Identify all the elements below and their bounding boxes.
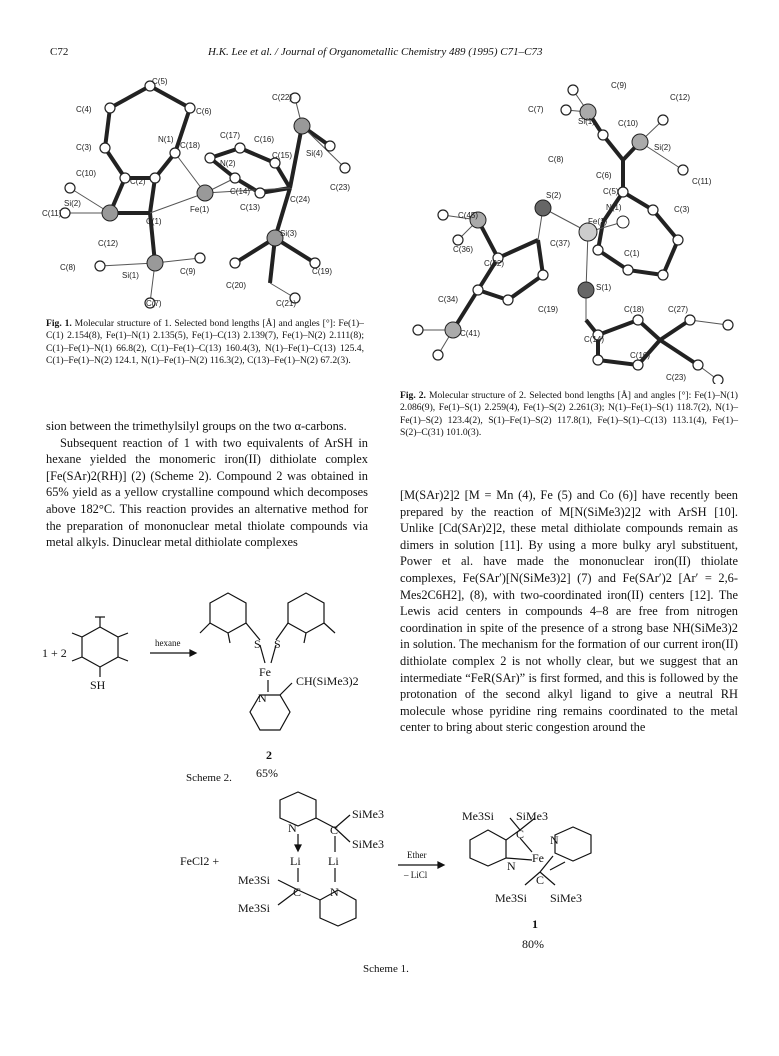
atom-label: C(1) [624, 249, 640, 258]
nitrogen-label: N [258, 691, 267, 705]
atom-label: C(13) [240, 203, 261, 212]
nitrogen-label: N [330, 885, 339, 899]
atom-label: C(36) [453, 245, 474, 254]
atom-label: C(22) [272, 93, 293, 102]
atom-label: C(18) [624, 305, 645, 314]
arrow-condition: hexane [155, 638, 181, 648]
atom-label: Si(2) [64, 199, 81, 208]
me3si-label: Me3Si [238, 873, 271, 887]
iron-label: Fe [259, 665, 271, 679]
nitrogen-label: N [550, 833, 559, 847]
atom-label: C(12) [98, 239, 119, 248]
atom-label: S(1) [596, 283, 612, 292]
atom-label: C(41) [460, 329, 481, 338]
atom-label: C(1) [146, 217, 162, 226]
me3si-label: Me3Si [462, 809, 495, 823]
atom-label: C(3) [674, 205, 690, 214]
figure-1-caption [46, 318, 364, 368]
carbon-label: C [536, 873, 545, 887]
atom-label: C(11) [42, 209, 62, 218]
carbon-label: C [516, 827, 525, 841]
atom-label: C(14) [584, 335, 605, 344]
sime3-label: SiMe3 [550, 891, 583, 905]
right-column-text [400, 487, 738, 736]
figure-2-caption-text: Molecular structure of 2. Selected bond lengths [Å] and angles [°]: Fe(1)–N(1) 2.086(9), Fe(1)–S(1) 2.259(4), Fe(1)–S(2) 2.261(3); N(1)–Fe(1)–S(1) 118.7(2), N(1)–Fe(1)–S(2) 123.4(2), S(1)–Fe(1)–S(2) 117.8(1), Fe(1)–S(1)–C(13) 113.1(4), Fe(1)–S(2)–C(31) 101.0(3). [400, 390, 738, 439]
atom-label: Si(4) [306, 149, 323, 158]
sulfur-label: S [274, 637, 281, 651]
paragraph: [M(SAr)2]2 [M = Mn (4), Fe (5) and Co (6)] have recently been prepared by the reaction of M[N(SiMe3)2]2 with ArSH [10]. Unlike [Cd(SAr)2]2, these metal dithiolate compounds remain as dimers in solution [11]. By using a more bulky aryl substituent, Power et al. have made the mononuclear iron(II) thiolate complexes, Fe(SAr′)[N(SiMe3)2] (7) and Fe(SAr′)2 [Ar′ = 2,6-Mes2C6H2], (8), with two-coordinated iron(II) centers [12]. The Lewis acid centers in compounds 4–8 are free from nitrogen coordination in spite of the presence of a strong base NH(SiMe3)2 in solution. The mechanism for the formation of our current iron(II) dithiolate complex 2 is not wholly clear, but we suggest that an intermediate “FeR(SAr)” is first formed, and this is followed by the protonation of the second alkyl ligand to give a neutral RH molecule whose pyridine ring remains coordinated to the metal center to bring about steric congestion around the [400, 488, 738, 735]
atom-label: C(14) [230, 187, 251, 196]
compound-number: 1 [532, 917, 538, 931]
atom-label: Fe(1) [190, 205, 210, 214]
atom-label: C(15) [272, 151, 293, 160]
atom-label: Fe(1) [588, 217, 608, 226]
atom-label: C(5) [152, 78, 168, 86]
atom-label: C(8) [60, 263, 76, 272]
left-column-text [46, 418, 368, 551]
atom-label: N(1) [606, 203, 622, 212]
atom-label: C(19) [312, 267, 333, 276]
atom-label: N(1) [158, 135, 174, 144]
atom-label: C(18) [180, 141, 201, 150]
scheme-1-diagram [170, 790, 640, 960]
atom-label: S(2) [546, 191, 562, 200]
paragraph: sion between the trimethylsilyl groups on the two α-carbons. [46, 419, 347, 433]
atom-label: Si(3) [280, 229, 297, 238]
reactant-label: 1 + 2 [42, 646, 67, 660]
yield-label: 80% [522, 937, 544, 951]
figure-1-structure [40, 78, 360, 310]
compound-number: 2 [266, 748, 272, 762]
atom-label: C(4) [76, 105, 92, 114]
scheme-2-label: Scheme 2. [186, 772, 232, 784]
sime3-label: SiMe3 [516, 809, 549, 823]
atom-label: C(16) [630, 351, 651, 360]
atom-label: C(24) [290, 195, 311, 204]
atom-label: C(2) [130, 177, 146, 186]
atom-label: C(32) [484, 259, 505, 268]
atom-label: Si(1) [122, 271, 139, 280]
atom-label: C(45) [458, 211, 479, 220]
iron-label: Fe [532, 851, 544, 865]
substituent-label: CH(SiMe3)2 [296, 674, 359, 688]
figure-2-caption [400, 390, 738, 440]
atom-label: C(23) [330, 183, 351, 192]
figure-2-structure [398, 80, 748, 384]
atom-label: C(7) [528, 105, 544, 114]
sime3-label: SiMe3 [352, 837, 385, 851]
fecl2-label: FeCl2 + [180, 854, 220, 868]
running-title: H.K. Lee et al. / Journal of Organometallic Chemistry 489 (1995) C71–C73 [208, 46, 543, 58]
lithium-label: Li [328, 854, 339, 868]
nitrogen-label: N [288, 821, 297, 835]
figure-1-label: Fig. 1. [46, 318, 72, 329]
atom-label: C(19) [538, 305, 559, 314]
atom-label: C(20) [226, 281, 247, 290]
scheme-2-diagram [40, 585, 370, 780]
scheme-1-label: Scheme 1. [363, 963, 409, 975]
atom-label: C(37) [550, 239, 571, 248]
carbon-label: C [330, 823, 339, 837]
carbon-label: C [293, 885, 302, 899]
atom-label: C(8) [548, 155, 564, 164]
atom-label: C(17) [220, 131, 241, 140]
figure-1-caption-text: Molecular structure of 1. Selected bond lengths [Å] and angles [°]: Fe(1)–C(1) 2.154(8), Fe(1)–N(1) 2.135(5), Fe(1)–C(13) 2.139(7), Fe(1)–N(2) 2.111(8); C(1)–Fe(1)–N(1) 66.8(2), C(1)–Fe(1)–C(13) 160.4(3), N(1)–Fe(1)–C(13) 125.4, C(1)–Fe(1)–N(2) 124.1, N(1)–Fe(1)–N(2) 116.3(2), C(13)–Fe(1)–N(2) 67.2(3). [46, 318, 364, 367]
atom-label: C(12) [670, 93, 691, 102]
atom-label: C(7) [146, 299, 162, 308]
atom-label: C(6) [196, 107, 212, 116]
atom-label: C(3) [76, 143, 92, 152]
arrow-condition: – LiCl [404, 870, 428, 880]
atom-label: C(23) [666, 373, 687, 382]
atom-label: C(21) [276, 299, 297, 308]
page-number: C72 [50, 46, 69, 58]
atom-label: Si(2) [654, 143, 671, 152]
arrow-condition: Ether [407, 850, 427, 860]
atom-label: N(2) [220, 159, 236, 168]
atom-label: C(9) [180, 267, 196, 276]
atom-label: C(10) [76, 169, 97, 178]
atom-label: C(11) [692, 177, 712, 186]
paragraph: Subsequent reaction of 1 with two equivalents of ArSH in hexane yielded the monomeric iron(II) dithiolate complex [Fe(SAr)2(RH)] (2) (Scheme 2). Compound 2 was obtained in 65% yield as a yellow crystalline compound which decomposes above 182°C. This reaction provides an alternative method for the preparation of mononuclear metal thiolate compounds via metal alkyls. Dinuclear metal dithiolate complexes [46, 435, 368, 550]
atom-label: C(27) [668, 305, 689, 314]
atom-label: C(16) [254, 135, 275, 144]
atom-label: C(10) [618, 119, 639, 128]
atom-label: C(6) [596, 171, 612, 180]
atom-label: Si(1) [578, 117, 595, 126]
sh-label: SH [90, 678, 106, 692]
lithium-label: Li [290, 854, 301, 868]
me3si-label: Me3Si [495, 891, 528, 905]
yield-label: 65% [256, 766, 278, 780]
figure-2-label: Fig. 2. [400, 390, 426, 401]
sulfur-label: S [254, 637, 261, 651]
nitrogen-label: N [507, 859, 516, 873]
atom-label: C(9) [611, 81, 627, 90]
atom-label: C(34) [438, 295, 459, 304]
atom-label: C(5) [603, 187, 619, 196]
me3si-label: Me3Si [238, 901, 271, 915]
sime3-label: SiMe3 [352, 807, 385, 821]
